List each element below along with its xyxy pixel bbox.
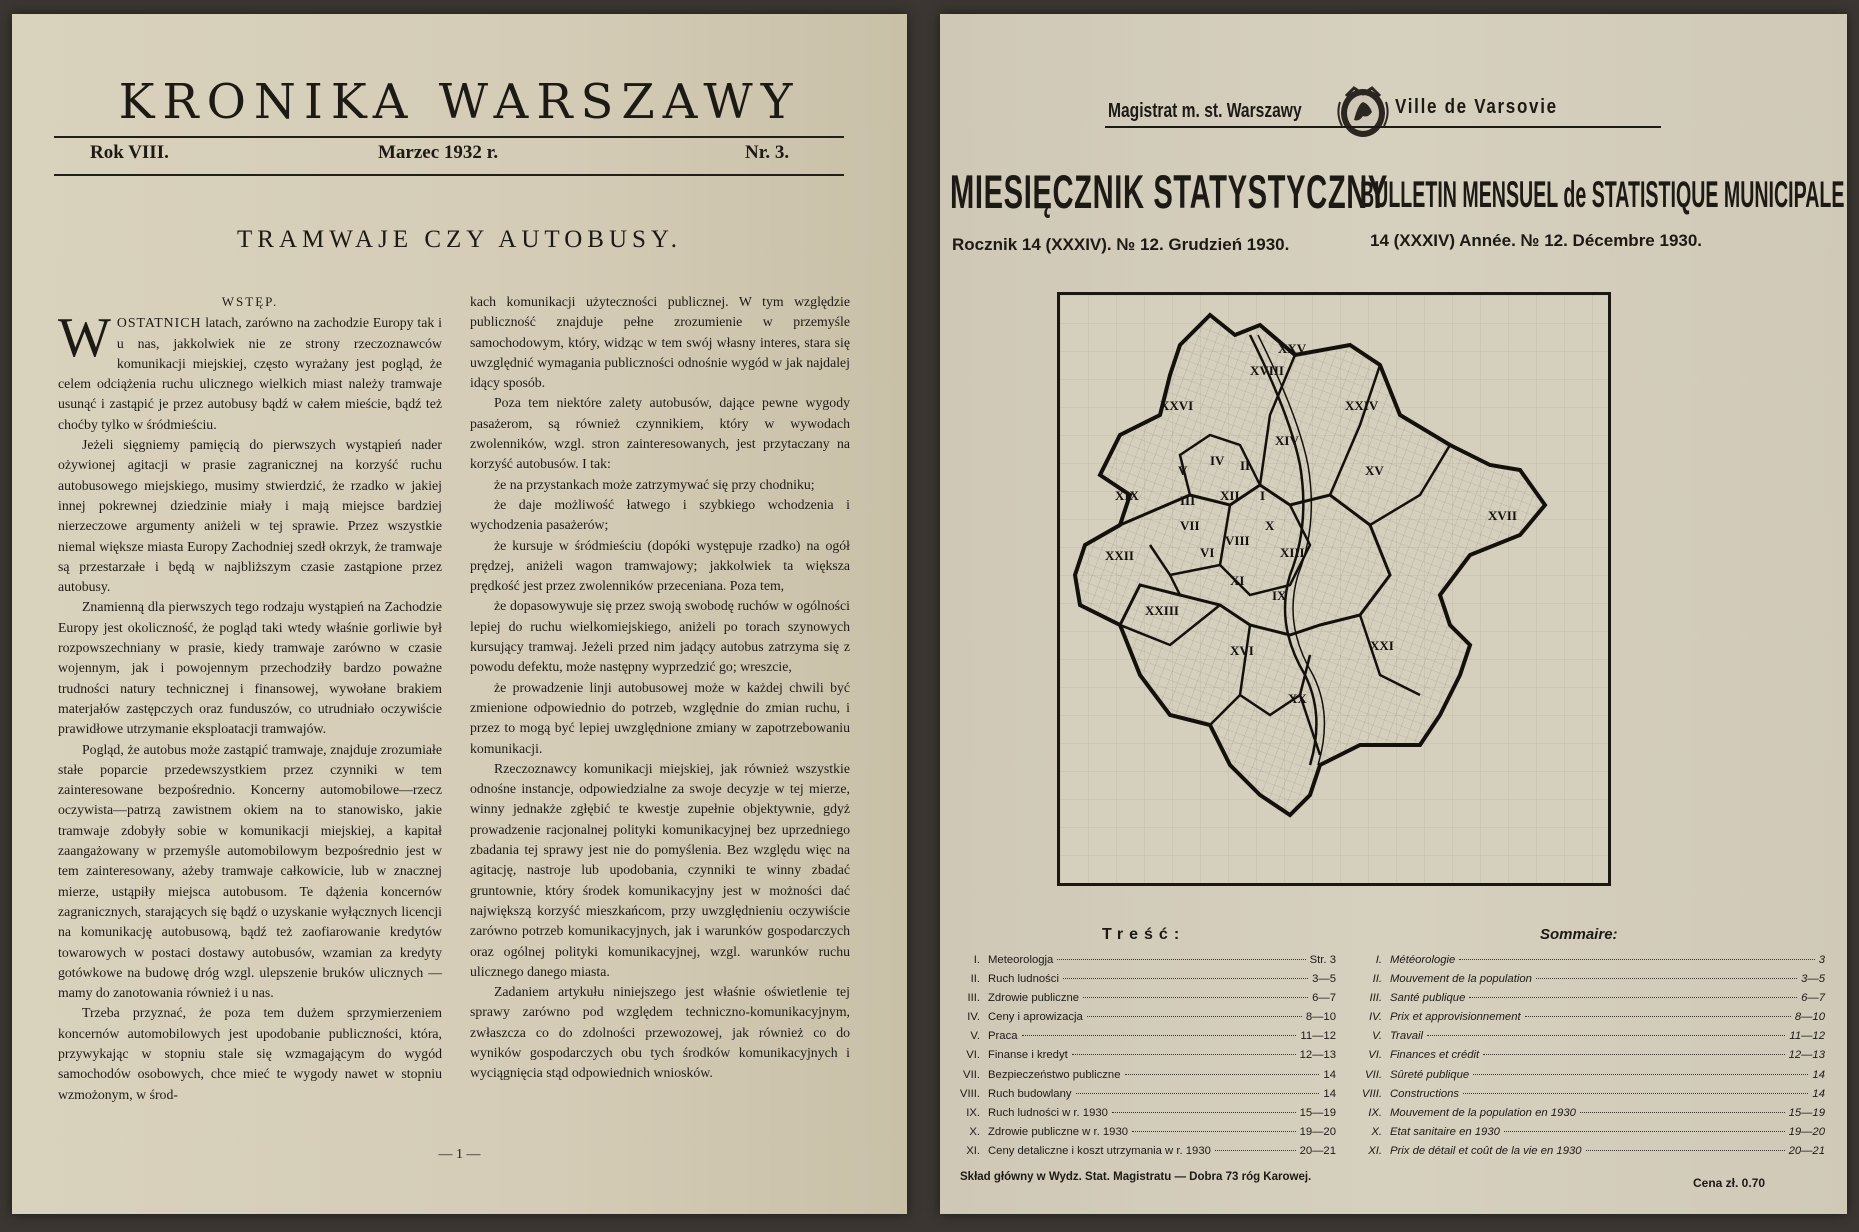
svg-text:XIII: XIII <box>1280 545 1305 560</box>
toc-number: IV. <box>967 1011 980 1024</box>
toc-number: VIII. <box>1361 1087 1382 1100</box>
toc-leader-dots <box>1076 1093 1320 1094</box>
toc-label: Ruch ludności <box>988 973 1059 986</box>
toc-row <box>958 1069 1336 1088</box>
svg-text:XXIII: XXIII <box>1145 603 1179 618</box>
toc-label: Ceny i aprowizacja <box>988 1011 1083 1024</box>
toc-label: Météorologie <box>1390 954 1456 966</box>
toc-row <box>1360 1088 1825 1107</box>
issue-polish: Rocznik 14 (XXXIV). № 12. Grudzień 1930. <box>952 235 1290 254</box>
toc-leader-dots <box>1083 997 1308 998</box>
toc-label: Praca <box>988 1030 1018 1043</box>
toc-number: VI. <box>1368 1049 1382 1062</box>
toc-row <box>958 1145 1336 1164</box>
toc-label: Finanse i kredyt <box>988 1049 1068 1062</box>
toc-number: X. <box>1371 1125 1382 1138</box>
toc-number: VII. <box>1365 1068 1382 1081</box>
svg-text:VII: VII <box>1180 518 1200 533</box>
svg-text:XV: XV <box>1365 463 1384 478</box>
toc-leader-dots <box>1427 1035 1785 1036</box>
article-paragraph: Znamienną dla pierwszych tego rodzaju wystąpień na Zachodzie Europy jest okoliczność, że pogląd taki wtedy właśnie gorliwie był rozpowszechniany w prasie, kiedy tramwaje zarówno w czasie wojennym, jak i powojennym przechodziły bardzo poważne trudności natury technicznej i finansowej, wywołane brakiem materjałów zastępczych oraz funduszów, co utrudniało oczywiście prawidłowe utrzymanie eksploatacji tramwajów. <box>58 599 442 737</box>
toc-row <box>958 954 1336 973</box>
title-polish: MIESIĘCZNIK STATYSTYCZNY <box>950 165 1388 218</box>
toc-row <box>958 1011 1336 1030</box>
toc-row <box>1360 1011 1825 1030</box>
toc-label: Travail <box>1390 1030 1424 1043</box>
toc-page: 6—7 <box>1312 992 1336 1005</box>
toc-number: XI. <box>1368 1144 1382 1157</box>
svg-text:XXVI: XXVI <box>1160 398 1194 413</box>
issue-french: 14 (XXXIV) Année. № 12. Décembre 1930. <box>1370 231 1703 250</box>
toc-leader-dots <box>1072 1054 1296 1055</box>
toc-row <box>1360 1069 1825 1088</box>
page-number: — 1 — <box>438 1147 481 1162</box>
toc-page: 19—20 <box>1788 1125 1825 1138</box>
svg-text:XI: XI <box>1230 573 1245 588</box>
svg-text:XXI: XXI <box>1370 638 1394 653</box>
toc-row <box>1360 1126 1825 1145</box>
masthead-number: Nr. 3. <box>745 142 790 163</box>
toc-number: I. <box>1375 954 1382 966</box>
toc-page: 20—21 <box>1299 1144 1336 1157</box>
header-magistrat: Magistrat m. st. Warszawy <box>1108 100 1302 122</box>
toc-leader-dots <box>1469 997 1797 998</box>
toc-page: 14 <box>1323 1087 1336 1100</box>
toc-page: 6—7 <box>1801 992 1825 1005</box>
svg-text:XVI: XVI <box>1230 643 1254 658</box>
toc-number: IX. <box>1368 1106 1382 1119</box>
toc-leader-dots <box>1215 1150 1296 1151</box>
toc-number: XI. <box>966 1144 980 1157</box>
svg-text:XVIII: XVIII <box>1250 363 1284 378</box>
svg-text:III: III <box>1180 493 1196 508</box>
toc-label: Ruch budowlany <box>988 1087 1072 1100</box>
article-paragraph: że kursuje w śródmieściu (dopóki występuje rzadko) na ogół prędzej, aniżeli wagon tramwajowy; jakkolwiek ta większa prędkość jest przez zwolenników przeceniana. Poza tem, <box>470 537 850 594</box>
toc-number: V. <box>1372 1030 1382 1043</box>
svg-text:XXV: XXV <box>1278 341 1307 356</box>
toc-label: Mouvement de la population en 1930 <box>1390 1106 1576 1119</box>
toc-page: 11—12 <box>1300 1030 1336 1043</box>
toc-number: III. <box>1369 992 1382 1005</box>
toc-row <box>1360 973 1825 992</box>
toc-row <box>1360 1030 1825 1049</box>
toc-label: Bezpieczeństwo publiczne <box>988 1068 1121 1081</box>
article-paragraph: Poza tem niektóre zalety autobusów, dające pewne wygody pasażerom, są również czynnikiem, który w wywodach zwolenników, wzgl. stron zainteresowanych, jest przytaczany na korzyść autobusów. I tak: <box>470 395 850 472</box>
lead-caps: OSTATNICH <box>116 315 202 331</box>
masthead-year: Rok VIII. <box>90 142 169 163</box>
toc-page: 14 <box>1812 1087 1825 1100</box>
toc-number: IV. <box>1369 1011 1382 1024</box>
toc-page: 3 <box>1818 954 1825 966</box>
toc-leader-dots <box>1057 959 1305 960</box>
toc-number: II. <box>970 973 980 986</box>
article-column-1 <box>58 292 442 1105</box>
toc-page: 19—20 <box>1299 1125 1336 1138</box>
toc-page: 11—12 <box>1789 1030 1825 1043</box>
masthead-rule-bottom <box>54 174 844 176</box>
toc-row <box>958 1126 1336 1145</box>
toc-row <box>958 1030 1336 1049</box>
toc-label: Prix et approvisionnement <box>1390 1011 1521 1024</box>
toc-label: Sûreté publique <box>1390 1068 1470 1081</box>
article-paragraph: Jeżeli sięgniemy pamięcią do pierwszych wystąpień nader ożywionej agitacji w prasie zagranicznej na korzyść ruchu autobusowego miejskiego, musimy stwierdzić, że rzadko w jakiej innej pokrewnej dziedzinie miały i mają miejsce bardziej nierzeczowe argumenty aniżeli w tej sprawie. Przez wszystkie niemal większe miasta Europy Zachodniej szedł okrzyk, że tramwaje są przestarzałe i będą w najbliższym czasie zastąpione przez autobusy. <box>58 437 442 595</box>
masthead-date: Marzec 1932 r. <box>378 142 499 163</box>
toc-label: Ruch ludności w r. 1930 <box>988 1106 1108 1119</box>
toc-number: VIII. <box>959 1087 980 1100</box>
svg-text:XXIV: XXIV <box>1345 398 1379 413</box>
toc-leader-dots <box>1132 1131 1296 1132</box>
article-paragraph: Pogląd, że autobus może zastąpić tramwaje, znajduje zrozumiałe stałe poparcie przedewszystkiem przez czynniki w tem zainteresowane bezpośrednio. Koncerny automobilowe—rzecz oczywista—patrzą zawistnem okiem na to stanowisko, jakie tramwaje zdobyły sobie w komunikacji miejskiej, a kapitał zaangażowany w przemyśle automobilowym bezpośrednio jest w tem zainteresowany, ażeby tramwaje całkowicie, lub w znacznej mierze, ustąpiły miejsca autobusom. Te dążenia koncernów zagranicznych, starających się bądź o uzyskanie wyłącznych licencji na komunikację autobusową, bądź też zaofiarowanie kredytów towarowych w postaci dostawy autobusów, wzamian za kredyty gotówkowe na budowę dróg wzgl. ulepszenie bruków ulicznych — mamy do zanotowania również i u nas. <box>58 741 442 1001</box>
toc-number: VII. <box>963 1068 980 1081</box>
toc-label: Constructions <box>1390 1087 1460 1100</box>
district-map <box>1057 292 1611 886</box>
warsaw-coat-of-arms-icon <box>1332 82 1394 145</box>
toc-leader-dots <box>1504 1131 1785 1132</box>
toc-label: Ceny detaliczne i koszt utrzymania w r. 1930 <box>988 1144 1211 1157</box>
toc-page: 15—19 <box>1788 1106 1825 1119</box>
svg-text:IV: IV <box>1210 453 1225 468</box>
toc-number: V. <box>970 1030 980 1043</box>
svg-text:IX: IX <box>1272 588 1287 603</box>
title-french: BULLETIN MENSUEL de STATISTIQUE MUNICIPALE <box>1360 174 1845 215</box>
toc-row <box>1360 1049 1825 1068</box>
toc-number: X. <box>969 1125 980 1138</box>
kronika-page <box>12 14 907 1214</box>
toc-label: Prix de détail et coût de la vie en 1930 <box>1390 1144 1582 1157</box>
masthead-rule-top <box>54 136 844 138</box>
toc-row <box>958 1088 1336 1107</box>
toc-label: Etat sanitaire en 1930 <box>1390 1125 1500 1138</box>
toc-leader-dots <box>1580 1112 1785 1113</box>
toc-leader-dots <box>1125 1074 1320 1075</box>
toc-number: VI. <box>966 1049 980 1062</box>
toc-leader-dots <box>1063 978 1308 979</box>
header-rule <box>1105 126 1661 128</box>
article-paragraph <box>58 307 442 435</box>
toc-page: 14 <box>1323 1068 1336 1081</box>
svg-text:XXII: XXII <box>1105 548 1134 563</box>
toc-number: II. <box>1372 973 1382 986</box>
toc-row <box>1360 1145 1825 1164</box>
svg-text:X: X <box>1265 518 1275 533</box>
toc-leader-dots <box>1483 1054 1784 1055</box>
svg-text:XVII: XVII <box>1488 508 1517 523</box>
toc-row <box>1360 1107 1825 1126</box>
toc-label: Mouvement de la population <box>1390 973 1532 986</box>
toc-leader-dots <box>1463 1093 1808 1094</box>
article-title: TRAMWAJE CZY AUTOBUSY. <box>237 226 682 253</box>
masthead-title: KRONIKA WARSZAWY <box>118 74 801 130</box>
toc-page: 3—5 <box>1312 973 1336 986</box>
svg-text:I: I <box>1260 488 1266 503</box>
toc-label: Meteorologja <box>988 954 1054 966</box>
toc-page: 8—10 <box>1305 1011 1336 1024</box>
article-paragraph: Trzeba przyznać, że poza tem dużem sprzymierzeniem koncernów automobilowych jest upodobanie publiczności, która, przywykając w stopniu stale się wzmagającym do wygód samochodów osobowych, chce mieć te wygody nawet w stopniu wzmożonym, w środ- <box>58 1005 442 1102</box>
toc-page: 12—13 <box>1788 1049 1825 1062</box>
paragraph-text: latach, zarówno na zachodzie Europy tak i u nas, jakkolwiek nie ze strony rzeczoznawców komunikacji miejskiej, często wyrażany jest pogląd, że celem odciążenia ruchu ulicznego wielkich miast należy tramwaje usunąć i zastąpić je przez autobusy bądź w całem mieście, bądź też choćby tylko w śródmieściu. <box>58 315 442 432</box>
toc-heading-polish: Treść: <box>1102 926 1186 943</box>
toc-label: Zdrowie publiczne <box>988 992 1080 1005</box>
article-paragraph: że dopasowywuje się przez swoją swobodę ruchów w ogólności lepiej do ruchu wielkomiejskiego, aniżeli po torach szynowych kursujący tramwaj. Jeżeli przed nim jadący autobus zatrzyma się z powodu defektu, może następny wyprzedzić go; wreszcie, <box>470 598 850 675</box>
svg-text:XIX: XIX <box>1115 488 1139 503</box>
toc-heading-french: Sommaire: <box>1540 926 1618 943</box>
toc-leader-dots <box>1022 1035 1297 1036</box>
toc-leader-dots <box>1473 1074 1808 1075</box>
toc-page: 8—10 <box>1794 1011 1825 1024</box>
toc-row <box>958 973 1336 992</box>
toc-leader-dots <box>1586 1150 1785 1151</box>
toc-row <box>958 992 1336 1011</box>
biuletyn-page <box>940 14 1847 1214</box>
toc-row <box>1360 954 1825 973</box>
svg-text:XIV: XIV <box>1275 433 1299 448</box>
toc-page: 12—13 <box>1299 1049 1336 1062</box>
article-paragraph: że prowadzenie linji autobusowej może w każdej chwili być zmienione odpowiednio do potrzeb, względnie do zmian ruchu, i przez to mogą być lepiej uwzględnione zmiany w zapotrzebowaniu komunikacji. <box>470 679 850 756</box>
article-column-2 <box>470 292 850 1084</box>
toc-row <box>958 1049 1336 1068</box>
toc-number: IX. <box>966 1106 980 1119</box>
toc-leader-dots <box>1112 1112 1296 1113</box>
article-paragraph: Zadaniem artykułu niniejszego jest właśnie oświetlenie tej sprawy zarówno pod względem techniczno-komunikacyjnym, zwłaszcza co do zdolności przewozowej, jak również co do wyników gospodarczych obu tych środków komunikacyjnych i wyciągnięcia stąd odpowiednich wniosków. <box>470 984 850 1081</box>
toc-row <box>958 1107 1336 1126</box>
section-heading: WSTĘP. <box>221 294 279 309</box>
price: Cena zł. 0.70 <box>1693 1176 1766 1190</box>
toc-leader-dots <box>1536 978 1797 979</box>
svg-text:II: II <box>1240 458 1251 473</box>
toc-page: 15—19 <box>1299 1106 1336 1119</box>
toc-page: 20—21 <box>1788 1144 1825 1157</box>
svg-text:VI: VI <box>1200 545 1215 560</box>
toc-page: 3—5 <box>1801 973 1825 986</box>
toc-label: Finances et crédit <box>1390 1049 1480 1062</box>
toc-leader-dots <box>1087 1016 1302 1017</box>
distribution-note: Skład główny w Wydz. Stat. Magistratu — Dobra 73 róg Karowej. <box>960 1171 1312 1183</box>
article-paragraph: że daje możliwość łatwego i szybkiego wchodzenia i wychodzenia pasażerów; <box>470 496 850 533</box>
toc-leader-dots <box>1459 959 1814 960</box>
svg-text:V: V <box>1178 463 1188 478</box>
toc-french <box>1360 954 1825 1164</box>
svg-text:XII: XII <box>1220 488 1240 503</box>
svg-text:XX: XX <box>1288 691 1307 706</box>
toc-label: Santé publique <box>1390 992 1466 1005</box>
toc-page: Str. 3 <box>1309 954 1336 966</box>
drop-cap: W <box>58 307 111 370</box>
toc-page: 14 <box>1812 1068 1825 1081</box>
svg-text:VIII: VIII <box>1225 533 1250 548</box>
toc-polish <box>958 954 1336 1164</box>
toc-number: I. <box>973 954 980 966</box>
toc-leader-dots <box>1525 1016 1791 1017</box>
article-paragraph: że na przystankach może zatrzymywać się przy chodniku; <box>494 476 815 492</box>
toc-number: III. <box>967 992 980 1005</box>
article-paragraph: Rzeczoznawcy komunikacji miejskiej, jak również wszystkie odnośne instancje, odpowiedzialne za swoje decyzje w tej mierze, winny jednakże zgłębić te kwestje zupełnie objektywnie, gdyż prowadzenie racjonalnej polityki komunikacyjnej bez uprzedniego zbadania tej sprawy jest nie do pomyślenia. Bez względu więc na agitację, nastroje lub upodobania, czynniki te winny zbadać gruntownie, który środek komunikacyjny jest w możności dać największą korzyść mieszkańcom, przy uwzględnieniu oczywiście zarówno potrzeb komunikacyjnych, jak i warunków gospodarczych oraz ogólnej polityki komunikacyjnej, wzgl. warunków ruchu ulicznego danego miasta. <box>470 760 850 979</box>
header-ville: Ville de Varsovie <box>1395 96 1558 118</box>
toc-row <box>1360 992 1825 1011</box>
toc-label: Zdrowie publiczne w r. 1930 <box>988 1125 1129 1138</box>
article-paragraph: kach komunikacji użyteczności publicznej. W tym względzie publiczność znajduje pełne zrozumienie w przemyśle samochodowym, który, widząc w tem swój własny interes, stara się uwzględnić wymagania publiczności odnośnie wygód w jak najdalej idący sposób. <box>470 294 850 391</box>
